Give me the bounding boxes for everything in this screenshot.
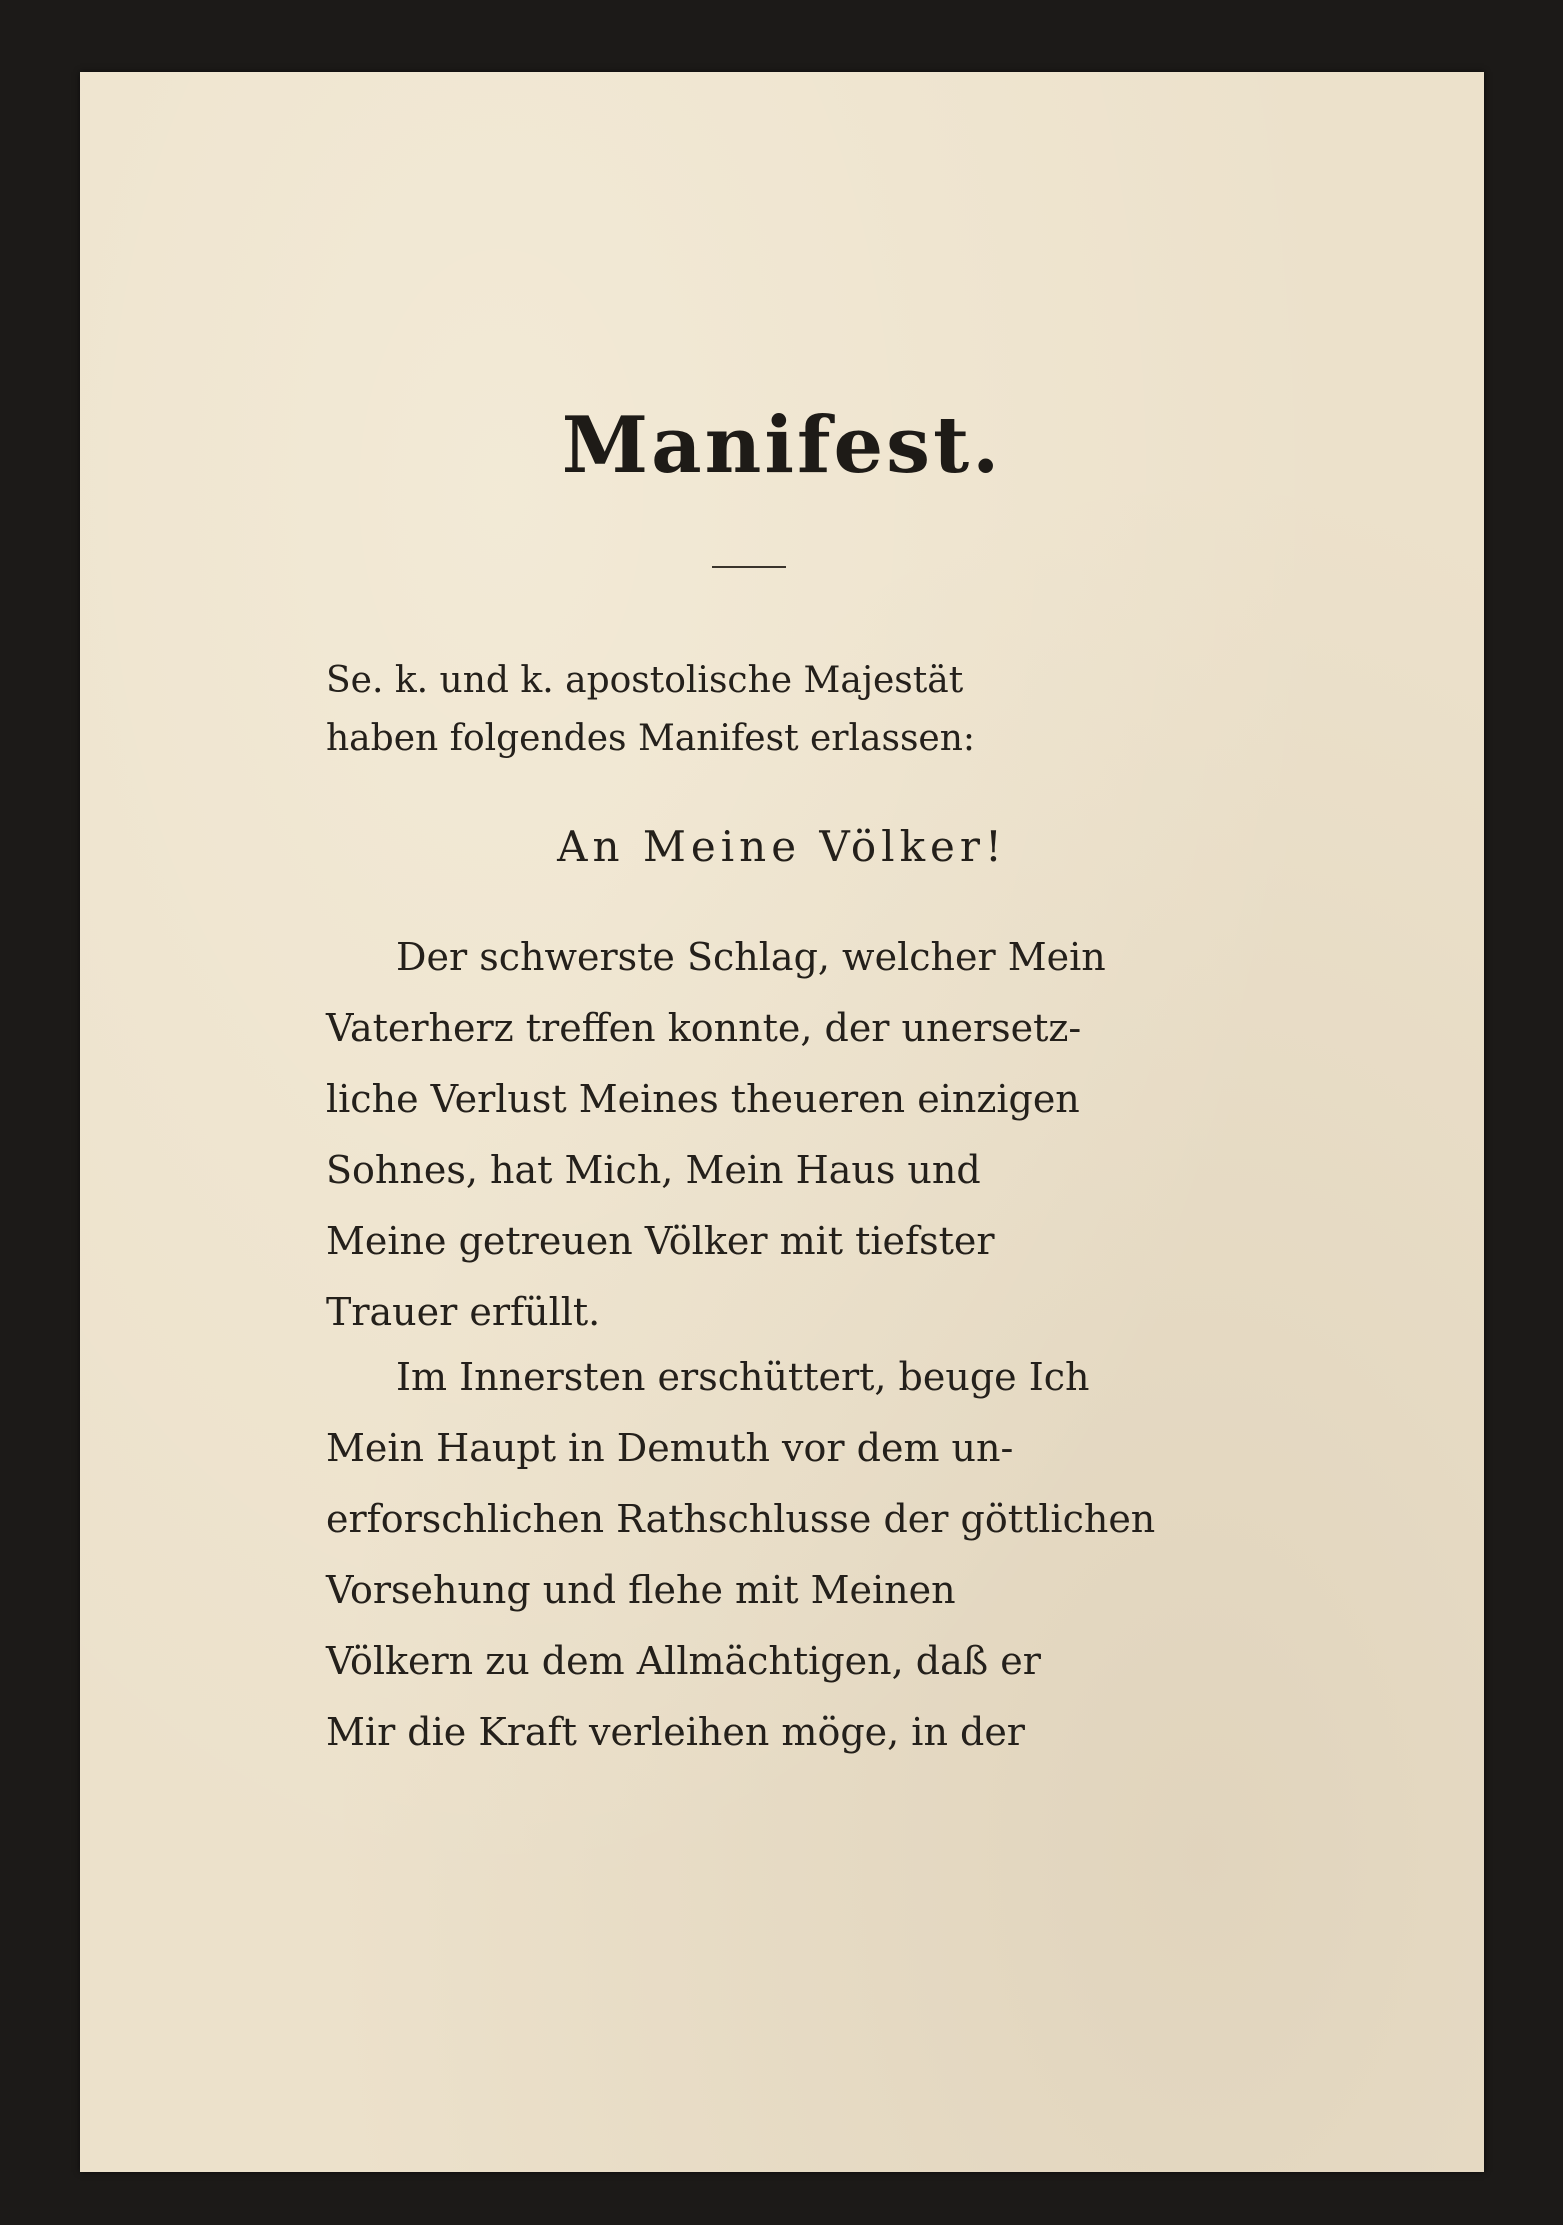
paragraph-line: erforschlichen Rathschlusse der göttlichen — [326, 1497, 1156, 1541]
address-heading: An Meine Völker! — [557, 822, 1007, 871]
paragraph-line: Völkern zu dem Allmächtigen, daß er — [326, 1639, 1041, 1683]
paragraph-line: Vorsehung und flehe mit Meinen — [326, 1568, 956, 1612]
paragraph-line: Vaterherz treffen konnte, der unersetz- — [326, 1006, 1082, 1050]
paragraph-line: Trauer erfüllt. — [326, 1290, 601, 1334]
intro-line: haben folgendes Manifest erlassen: — [326, 718, 976, 759]
paragraph-line: Im Innersten erschüttert, beuge Ich — [396, 1355, 1090, 1399]
paragraph-line: Mir die Kraft verleihen möge, in der — [326, 1710, 1025, 1754]
paragraph-line: Mein Haupt in Demuth vor dem un- — [326, 1426, 1014, 1470]
paragraph-line: Sohnes, hat Mich, Mein Haus und — [326, 1148, 981, 1192]
paragraph-line: Der schwerste Schlag, welcher Mein — [396, 935, 1106, 979]
paragraph-2 — [326, 1342, 1252, 1768]
paragraph-line: liche Verlust Meines theueren einzigen — [326, 1077, 1080, 1121]
title-divider — [712, 566, 786, 568]
paragraph-line: Meine getreuen Völker mit tiefster — [326, 1219, 995, 1263]
document-title: Manifest. — [561, 400, 1003, 491]
intro-line: Se. k. und k. apostolische Majestät — [326, 660, 964, 701]
paragraph-1 — [326, 922, 1252, 1348]
intro-text — [326, 652, 1252, 768]
document-page — [80, 72, 1484, 2172]
